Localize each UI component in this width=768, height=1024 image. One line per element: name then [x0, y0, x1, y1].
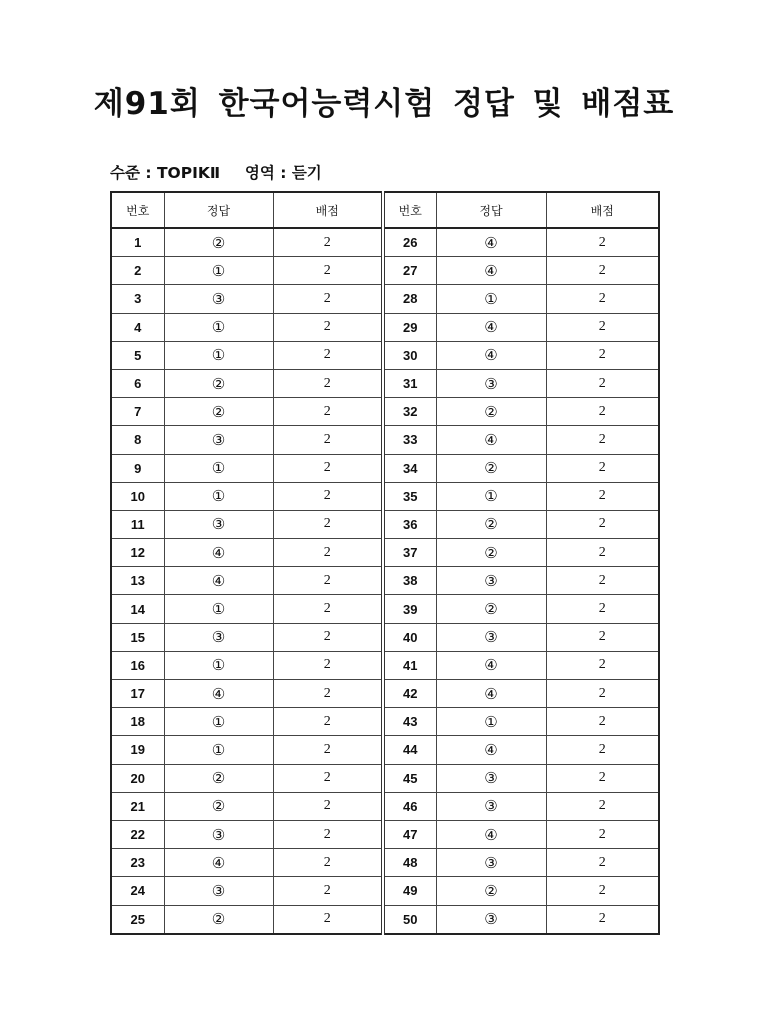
points-cell: 2	[546, 426, 659, 454]
answer-cell: ①	[436, 285, 546, 313]
answer-cell: ②	[164, 905, 273, 934]
table-row	[111, 285, 659, 313]
answer-cell: ②	[436, 539, 546, 567]
question-number: 21	[111, 792, 164, 820]
answer-cell: ②	[436, 398, 546, 426]
question-number: 46	[383, 792, 436, 820]
question-number: 4	[111, 313, 164, 341]
header-number: 번호	[383, 192, 436, 228]
points-cell: 2	[273, 228, 383, 257]
answer-cell: ②	[164, 792, 273, 820]
answer-cell: ④	[436, 820, 546, 848]
table-row	[111, 341, 659, 369]
answer-cell: ③	[436, 764, 546, 792]
points-cell: 2	[546, 736, 659, 764]
answer-cell: ②	[164, 764, 273, 792]
points-cell: 2	[273, 539, 383, 567]
points-cell: 2	[546, 680, 659, 708]
question-number: 8	[111, 426, 164, 454]
table-row	[111, 792, 659, 820]
answer-table	[110, 191, 660, 935]
answer-cell: ①	[164, 651, 273, 679]
question-number: 25	[111, 905, 164, 934]
area-label: 영역 :	[244, 164, 287, 182]
level-value: TOPIKⅡ	[156, 164, 221, 182]
answer-cell: ③	[164, 285, 273, 313]
table-row	[111, 680, 659, 708]
answer-cell: ①	[436, 708, 546, 736]
answer-cell: ③	[164, 426, 273, 454]
area-value: 듣기	[291, 164, 322, 182]
question-number: 16	[111, 651, 164, 679]
points-cell: 2	[273, 454, 383, 482]
points-cell: 2	[546, 398, 659, 426]
points-cell: 2	[546, 510, 659, 538]
answer-cell: ②	[164, 228, 273, 257]
answer-cell: ③	[436, 369, 546, 397]
answer-cell: ③	[436, 623, 546, 651]
points-cell: 2	[546, 454, 659, 482]
answer-cell: ②	[436, 595, 546, 623]
points-cell: 2	[546, 877, 659, 905]
question-number: 2	[111, 257, 164, 285]
answer-cell: ①	[164, 454, 273, 482]
answer-cell: ④	[436, 228, 546, 257]
table-row	[111, 539, 659, 567]
answer-table-body	[111, 228, 659, 934]
points-cell: 2	[273, 341, 383, 369]
answer-cell: ④	[436, 257, 546, 285]
question-number: 17	[111, 680, 164, 708]
answer-cell: ④	[436, 341, 546, 369]
question-number: 9	[111, 454, 164, 482]
answer-cell: ③	[436, 792, 546, 820]
question-number: 28	[383, 285, 436, 313]
points-cell: 2	[546, 905, 659, 934]
table-row	[111, 369, 659, 397]
header-answer: 정답	[436, 192, 546, 228]
header-points: 배점	[273, 192, 383, 228]
table-row	[111, 257, 659, 285]
table-row	[111, 313, 659, 341]
question-number: 50	[383, 905, 436, 934]
question-number: 41	[383, 651, 436, 679]
question-number: 35	[383, 482, 436, 510]
points-cell: 2	[546, 369, 659, 397]
table-row	[111, 454, 659, 482]
question-number: 11	[111, 510, 164, 538]
table-row	[111, 482, 659, 510]
table-row	[111, 877, 659, 905]
table-row	[111, 426, 659, 454]
question-number: 38	[383, 567, 436, 595]
table-row	[111, 595, 659, 623]
points-cell: 2	[546, 764, 659, 792]
points-cell: 2	[273, 369, 383, 397]
question-number: 44	[383, 736, 436, 764]
question-number: 42	[383, 680, 436, 708]
points-cell: 2	[273, 623, 383, 651]
question-number: 34	[383, 454, 436, 482]
table-row	[111, 567, 659, 595]
answer-cell: ①	[164, 708, 273, 736]
points-cell: 2	[546, 313, 659, 341]
points-cell: 2	[546, 623, 659, 651]
question-number: 29	[383, 313, 436, 341]
question-number: 47	[383, 820, 436, 848]
level-label: 수준 :	[110, 164, 152, 182]
exam-meta	[110, 161, 322, 183]
answer-cell: ③	[436, 849, 546, 877]
table-row	[111, 905, 659, 934]
question-number: 33	[383, 426, 436, 454]
table-row	[111, 708, 659, 736]
points-cell: 2	[546, 595, 659, 623]
answer-cell: ④	[164, 539, 273, 567]
answer-cell: ①	[164, 313, 273, 341]
question-number: 20	[111, 764, 164, 792]
points-cell: 2	[546, 257, 659, 285]
points-cell: 2	[273, 285, 383, 313]
question-number: 14	[111, 595, 164, 623]
answer-cell: ②	[436, 454, 546, 482]
points-cell: 2	[273, 849, 383, 877]
points-cell: 2	[273, 905, 383, 934]
question-number: 10	[111, 482, 164, 510]
points-cell: 2	[273, 764, 383, 792]
question-number: 6	[111, 369, 164, 397]
question-number: 18	[111, 708, 164, 736]
question-number: 7	[111, 398, 164, 426]
answer-cell: ②	[164, 369, 273, 397]
points-cell: 2	[546, 482, 659, 510]
answer-cell: ①	[164, 257, 273, 285]
question-number: 15	[111, 623, 164, 651]
points-cell: 2	[546, 792, 659, 820]
points-cell: 2	[273, 567, 383, 595]
answer-cell: ①	[436, 482, 546, 510]
question-number: 1	[111, 228, 164, 257]
question-number: 3	[111, 285, 164, 313]
answer-cell: ③	[164, 877, 273, 905]
table-row	[111, 398, 659, 426]
header-number: 번호	[111, 192, 164, 228]
question-number: 36	[383, 510, 436, 538]
question-number: 23	[111, 849, 164, 877]
points-cell: 2	[273, 313, 383, 341]
answer-cell: ③	[164, 820, 273, 848]
table-row	[111, 228, 659, 257]
answer-cell: ①	[164, 341, 273, 369]
points-cell: 2	[273, 257, 383, 285]
question-number: 26	[383, 228, 436, 257]
points-cell: 2	[273, 510, 383, 538]
table-row	[111, 820, 659, 848]
answer-cell: ④	[164, 849, 273, 877]
header-points: 배점	[546, 192, 659, 228]
answer-cell: ④	[436, 680, 546, 708]
answer-cell: ③	[436, 905, 546, 934]
points-cell: 2	[273, 792, 383, 820]
answer-cell: ①	[164, 736, 273, 764]
points-cell: 2	[546, 708, 659, 736]
question-number: 5	[111, 341, 164, 369]
answer-cell: ④	[164, 680, 273, 708]
answer-cell: ④	[436, 651, 546, 679]
points-cell: 2	[546, 285, 659, 313]
answer-cell: ③	[164, 623, 273, 651]
page-title: 제91회 한국어능력시험 정답 및 배점표	[93, 86, 675, 122]
points-cell: 2	[546, 341, 659, 369]
table-row	[111, 849, 659, 877]
answer-cell: ①	[164, 482, 273, 510]
question-number: 31	[383, 369, 436, 397]
answer-cell: ④	[436, 736, 546, 764]
question-number: 12	[111, 539, 164, 567]
question-number: 48	[383, 849, 436, 877]
table-row	[111, 764, 659, 792]
points-cell: 2	[546, 820, 659, 848]
points-cell: 2	[546, 651, 659, 679]
points-cell: 2	[546, 539, 659, 567]
question-number: 49	[383, 877, 436, 905]
answer-cell: ④	[436, 313, 546, 341]
question-number: 45	[383, 764, 436, 792]
answer-cell: ③	[436, 567, 546, 595]
question-number: 27	[383, 257, 436, 285]
question-number: 32	[383, 398, 436, 426]
header-row	[111, 192, 659, 228]
question-number: 39	[383, 595, 436, 623]
answer-cell: ②	[436, 877, 546, 905]
points-cell: 2	[273, 877, 383, 905]
table-row	[111, 736, 659, 764]
points-cell: 2	[546, 228, 659, 257]
question-number: 22	[111, 820, 164, 848]
answer-cell: ④	[164, 567, 273, 595]
answer-cell: ③	[164, 510, 273, 538]
answer-cell: ①	[164, 595, 273, 623]
points-cell: 2	[273, 680, 383, 708]
points-cell: 2	[273, 820, 383, 848]
points-cell: 2	[546, 849, 659, 877]
answer-cell: ②	[436, 510, 546, 538]
table-row	[111, 623, 659, 651]
points-cell: 2	[273, 651, 383, 679]
answer-cell: ②	[164, 398, 273, 426]
question-number: 30	[383, 341, 436, 369]
table-row	[111, 651, 659, 679]
points-cell: 2	[273, 595, 383, 623]
question-number: 40	[383, 623, 436, 651]
points-cell: 2	[273, 736, 383, 764]
header-answer: 정답	[164, 192, 273, 228]
points-cell: 2	[273, 708, 383, 736]
points-cell: 2	[273, 482, 383, 510]
question-number: 13	[111, 567, 164, 595]
points-cell: 2	[546, 567, 659, 595]
question-number: 37	[383, 539, 436, 567]
question-number: 19	[111, 736, 164, 764]
points-cell: 2	[273, 398, 383, 426]
table-row	[111, 510, 659, 538]
points-cell: 2	[273, 426, 383, 454]
question-number: 24	[111, 877, 164, 905]
question-number: 43	[383, 708, 436, 736]
answer-cell: ④	[436, 426, 546, 454]
